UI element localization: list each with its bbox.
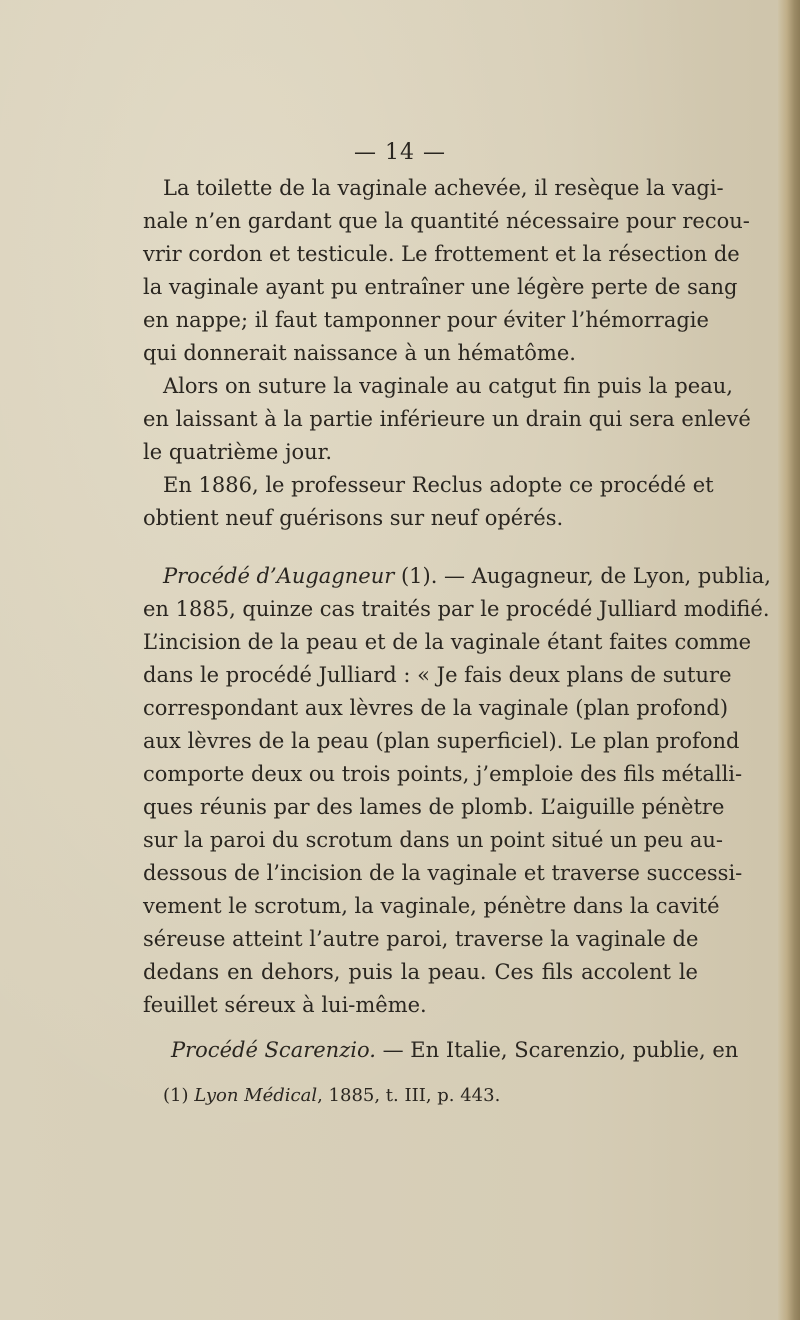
text-line: nale n’en gardant que la quantité nécessaire pour recou-	[143, 209, 750, 233]
text-line: feuillet séreux à lui-même.	[143, 993, 427, 1017]
text-line: sur la paroi du scrotum dans un point situé un peu au-	[143, 828, 723, 852]
heading-title: Procédé d’Augagneur	[163, 564, 395, 588]
text-line: dans le procédé Julliard : « Je fais deux plans de suture	[143, 663, 732, 687]
text-line: Alors on suture la vaginale au catgut fin puis la peau,	[163, 374, 733, 398]
text-line: le quatrième jour.	[143, 440, 333, 464]
text-line: dedans en dehors, puis la peau. Ces fils accolent le	[143, 960, 698, 984]
heading-title: Procédé Scarenzio.	[171, 1038, 376, 1062]
text-line: en nappe; il faut tamponner pour éviter l’hémorragie	[143, 308, 709, 332]
footnote-mark: (1)	[163, 1085, 195, 1106]
text-line: en laissant à la partie inférieure un drain qui sera enlevé	[143, 407, 751, 431]
text-line: aux lèvres de la peau (plan superficiel). Le plan profond	[143, 729, 740, 753]
section-heading-augagneur	[143, 561, 771, 591]
heading-text: (1). — Augagneur, de Lyon, publia,	[394, 564, 771, 588]
text-line: séreuse atteint l’autre paroi, traverse la vaginale de	[143, 927, 699, 951]
text-line: vrir cordon et testicule. Le frottement et la résection de	[143, 242, 740, 266]
page-edge-shadow	[778, 0, 800, 1320]
section-heading-scarenzio	[143, 1035, 739, 1065]
footnote-reference: , 1885, t. III, p. 443.	[317, 1085, 501, 1106]
text-line: obtient neuf guérisons sur neuf opérés.	[143, 506, 564, 530]
text-line: vement le scrotum, la vaginale, pénètre dans la cavité	[143, 894, 720, 918]
text-line: dessous de l’incision de la vaginale et traverse successi-	[143, 861, 743, 885]
footnote	[163, 1083, 500, 1109]
text-line: ques réunis par des lames de plomb. L’aiguille pénètre	[143, 795, 725, 819]
heading-text: — En Italie, Scarenzio, publie, en	[375, 1038, 739, 1062]
text-line: la vaginale ayant pu entraîner une légère perte de sang	[143, 275, 738, 299]
page-number: — 14 —	[354, 140, 446, 165]
text-line: correspondant aux lèvres de la vaginale (plan profond)	[143, 696, 729, 720]
text-line: en 1885, quinze cas traités par le procédé Julliard modifié.	[143, 597, 770, 621]
footnote-journal: Lyon Médical	[194, 1085, 318, 1106]
text-line: qui donnerait naissance à un hématôme.	[143, 341, 576, 365]
text-line: En 1886, le professeur Reclus adopte ce procédé et	[163, 473, 714, 497]
text-line: comporte deux ou trois points, j’emploie des fils métalli-	[143, 762, 743, 786]
text-line: L’incision de la peau et de la vaginale étant faites comme	[143, 630, 752, 654]
text-line: La toilette de la vaginale achevée, il resèque la vagi-	[163, 176, 724, 200]
